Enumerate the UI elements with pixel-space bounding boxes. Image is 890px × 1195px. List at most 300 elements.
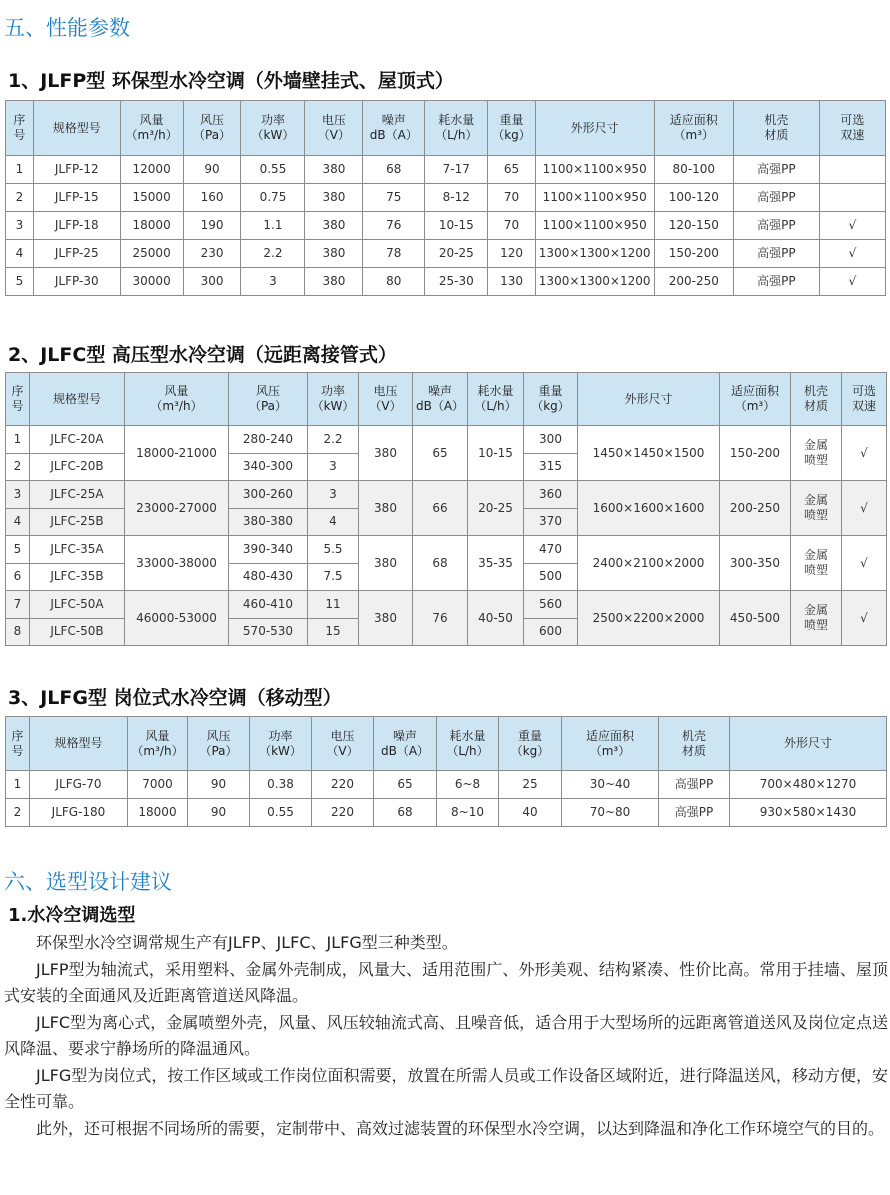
cell-voltage: 380 (359, 536, 413, 591)
header-no-line: 序 (11, 384, 24, 398)
cell-airflow: 18000 (120, 212, 183, 240)
cell-size: 2400×2100×2000 (578, 536, 720, 591)
cell-power: 0.75 (241, 184, 305, 212)
cell-model: JLFP-18 (33, 212, 120, 240)
header-airflow-line: （m³/h） (131, 743, 184, 758)
section6-subtitle: 1.水冷空调选型 (8, 905, 136, 926)
cell-speed: √ (842, 591, 887, 646)
table-row (6, 771, 887, 799)
cell-voltage: 380 (305, 184, 363, 212)
cell-airflow: 7000 (128, 771, 188, 799)
cell-no: 6 (6, 563, 30, 591)
paragraph: 此外，还可根据不同场所的需要，定制带中、高效过滤装置的环保型水冷空调，以达到降温和净化工作环境空气的目的。 (36, 1118, 885, 1138)
cell-no: 8 (6, 618, 30, 646)
table2-header-row (6, 373, 887, 426)
header-no-line: 号 (11, 743, 24, 758)
cell-area: 100-120 (654, 184, 734, 212)
header-weight (488, 101, 536, 156)
cell-no: 5 (6, 536, 30, 564)
header-no-line: 号 (11, 399, 24, 413)
cell-no: 1 (6, 426, 30, 454)
header-no-line: 号 (13, 128, 26, 142)
cell-weight: 130 (488, 268, 536, 296)
cell-power: 15 (308, 618, 359, 646)
header-area-line: 适应面积 (585, 728, 634, 743)
cell-voltage: 220 (312, 799, 374, 827)
cell-size: 1450×1450×1500 (578, 426, 720, 481)
header-pressure-line: 风压 (200, 113, 225, 127)
header-size (730, 717, 887, 771)
section6-title: 六、选型设计建议 (4, 870, 172, 894)
cell-pressure: 380-380 (229, 508, 308, 536)
header-area (720, 373, 791, 426)
cell-area: 70~80 (562, 799, 659, 827)
cell-casing: 高强PP (659, 799, 730, 827)
cell-water: 20-25 (425, 240, 488, 268)
cell-area: 200-250 (720, 481, 791, 536)
cell-speed: √ (842, 426, 887, 481)
cell-area: 300-350 (720, 536, 791, 591)
header-pressure (229, 373, 308, 426)
header-speed (842, 373, 887, 426)
cell-pressure: 230 (183, 240, 241, 268)
header-pressure-line: （Pa） (199, 743, 238, 758)
table3 (5, 716, 887, 827)
cell-weight: 25 (499, 771, 562, 799)
cell-noise: 76 (363, 212, 425, 240)
cell-casing-line: 金属 (803, 438, 828, 452)
header-no-line: 序 (11, 728, 24, 743)
cell-noise: 75 (363, 184, 425, 212)
cell-pressure: 280-240 (229, 426, 308, 454)
cell-casing: 高强PP (734, 212, 820, 240)
header-water-line: （L/h） (435, 128, 478, 142)
table-row (6, 426, 887, 454)
cell-pressure: 390-340 (229, 536, 308, 564)
cell-model: JLFG-180 (30, 799, 128, 827)
cell-casing (791, 481, 842, 536)
cell-area: 200-250 (654, 268, 734, 296)
table3-header-row (6, 717, 887, 771)
header-speed-line: 可选 (840, 113, 865, 127)
cell-water: 8~10 (437, 799, 499, 827)
cell-water: 25-30 (425, 268, 488, 296)
header-power-line: （kW） (251, 128, 295, 142)
table-row (6, 184, 886, 212)
cell-casing-line: 喷塑 (803, 453, 828, 467)
header-speed-line: 双速 (851, 399, 876, 413)
cell-model: JLFC-20B (30, 453, 125, 481)
cell-weight: 65 (488, 156, 536, 184)
header-noise (363, 101, 425, 156)
cell-pressure: 90 (183, 156, 241, 184)
cell-model: JLFC-25A (30, 481, 125, 509)
header-size (535, 101, 654, 156)
header-weight-line: （kg） (531, 399, 570, 413)
header-model (30, 717, 128, 771)
cell-pressure: 90 (188, 771, 250, 799)
cell-pressure: 300 (183, 268, 241, 296)
header-pressure-line: （Pa） (248, 399, 288, 413)
cell-pressure: 340-300 (229, 453, 308, 481)
cell-airflow: 23000-27000 (125, 481, 229, 536)
cell-voltage: 380 (305, 240, 363, 268)
cell-no: 2 (6, 799, 30, 827)
header-area-line: 适应面积 (730, 384, 779, 398)
cell-airflow: 15000 (120, 184, 183, 212)
header-pressure-line: 风压 (206, 728, 231, 743)
cell-water: 6~8 (437, 771, 499, 799)
cell-no: 1 (6, 771, 30, 799)
cell-model: JLFP-15 (33, 184, 120, 212)
cell-model: JLFP-30 (33, 268, 120, 296)
cell-water: 7-17 (425, 156, 488, 184)
header-size (578, 373, 720, 426)
header-area-line: （m³） (673, 128, 715, 142)
header-airflow (120, 101, 183, 156)
header-noise-line: dB（A） (415, 399, 465, 413)
header-pressure (188, 717, 250, 771)
header-noise-line: dB（A） (380, 743, 430, 758)
header-power-line: 功率 (320, 384, 345, 398)
cell-weight: 360 (524, 481, 578, 509)
cell-weight: 600 (524, 618, 578, 646)
header-speed-line: 可选 (851, 384, 876, 398)
cell-casing-line: 金属 (803, 603, 828, 617)
cell-casing (791, 536, 842, 591)
header-power-line: 功率 (260, 113, 285, 127)
header-casing-line: 材质 (764, 128, 789, 142)
table-row (6, 481, 887, 509)
cell-casing: 高强PP (734, 156, 820, 184)
header-no-line: 序 (13, 113, 26, 127)
header-casing-line: 机壳 (803, 384, 828, 398)
cell-size: 700×480×1270 (730, 771, 887, 799)
header-airflow-line: （m³/h） (125, 128, 178, 142)
cell-weight: 370 (524, 508, 578, 536)
cell-power: 0.38 (250, 771, 312, 799)
header-area-line: （m³） (589, 743, 631, 758)
header-weight-line: （kg） (510, 743, 550, 758)
cell-voltage: 380 (305, 268, 363, 296)
cell-weight: 500 (524, 563, 578, 591)
cell-pressure: 480-430 (229, 563, 308, 591)
header-weight (499, 717, 562, 771)
header-pressure (183, 101, 241, 156)
header-model (30, 373, 125, 426)
cell-casing: 高强PP (734, 184, 820, 212)
cell-speed: √ (819, 240, 885, 268)
table-row (6, 268, 886, 296)
header-pressure-line: （Pa） (193, 128, 232, 142)
table-row (6, 240, 886, 268)
cell-model: JLFC-35B (30, 563, 125, 591)
cell-no: 7 (6, 591, 30, 619)
cell-model: JLFC-25B (30, 508, 125, 536)
header-area-line: （m³） (734, 399, 776, 413)
header-voltage (359, 373, 413, 426)
cell-weight: 70 (488, 184, 536, 212)
header-area-line: 适应面积 (669, 113, 718, 127)
cell-voltage: 380 (359, 426, 413, 481)
cell-speed: √ (819, 212, 885, 240)
cell-model: JLFC-35A (30, 536, 125, 564)
cell-pressure: 90 (188, 799, 250, 827)
header-water-line: 耗水量 (449, 728, 486, 743)
cell-water: 10-15 (425, 212, 488, 240)
cell-power: 2.2 (241, 240, 305, 268)
cell-airflow: 30000 (120, 268, 183, 296)
cell-pressure: 160 (183, 184, 241, 212)
header-no (6, 373, 30, 426)
header-casing (659, 717, 730, 771)
cell-speed (819, 156, 885, 184)
header-noise-line: 噪声 (392, 728, 417, 743)
cell-size: 1100×1100×950 (535, 184, 654, 212)
cell-size: 1300×1300×1200 (535, 268, 654, 296)
header-water-line: （L/h） (474, 399, 517, 413)
cell-model: JLFC-50B (30, 618, 125, 646)
header-water (437, 717, 499, 771)
table1-header-row (6, 101, 886, 156)
cell-casing-line: 金属 (803, 548, 828, 562)
cell-no: 2 (6, 184, 34, 212)
cell-weight: 315 (524, 453, 578, 481)
header-voltage-line: （V） (326, 743, 359, 758)
cell-casing (791, 591, 842, 646)
cell-speed: √ (842, 536, 887, 591)
header-water-line: （L/h） (446, 743, 489, 758)
cell-airflow: 18000-21000 (125, 426, 229, 481)
cell-weight: 70 (488, 212, 536, 240)
cell-airflow: 33000-38000 (125, 536, 229, 591)
cell-power: 5.5 (308, 536, 359, 564)
cell-noise: 68 (413, 536, 468, 591)
cell-noise: 78 (363, 240, 425, 268)
header-voltage-line: （V） (369, 399, 402, 413)
header-airflow-line: 风量 (139, 113, 164, 127)
cell-power: 1.1 (241, 212, 305, 240)
header-weight-line: 重量 (517, 728, 542, 743)
cell-noise: 68 (363, 156, 425, 184)
header-voltage-line: （V） (317, 128, 350, 142)
cell-area: 120-150 (654, 212, 734, 240)
cell-power: 4 (308, 508, 359, 536)
table-row (6, 799, 887, 827)
table2 (5, 372, 887, 646)
header-water (425, 101, 488, 156)
cell-no: 4 (6, 508, 30, 536)
cell-water: 35-35 (468, 536, 524, 591)
cell-area: 450-500 (720, 591, 791, 646)
cell-model: JLFP-25 (33, 240, 120, 268)
header-size-line: 外形尺寸 (783, 736, 832, 750)
cell-weight: 120 (488, 240, 536, 268)
cell-no: 3 (6, 212, 34, 240)
header-power-line: （kW） (259, 743, 302, 758)
header-casing-line: 机壳 (681, 728, 706, 743)
header-power-line: 功率 (268, 728, 293, 743)
cell-area: 30~40 (562, 771, 659, 799)
cell-weight: 300 (524, 426, 578, 454)
header-speed-line: 双速 (840, 128, 865, 142)
header-noise-line: dB（A） (369, 128, 418, 142)
cell-airflow: 25000 (120, 240, 183, 268)
header-noise (413, 373, 468, 426)
cell-power: 11 (308, 591, 359, 619)
header-area (562, 717, 659, 771)
header-power (308, 373, 359, 426)
table1 (5, 100, 886, 296)
cell-casing-line: 喷塑 (803, 563, 828, 577)
header-area (654, 101, 734, 156)
header-model-line: 规格型号 (52, 391, 101, 406)
header-voltage (305, 101, 363, 156)
cell-voltage: 380 (359, 481, 413, 536)
cell-casing-line: 金属 (803, 493, 828, 507)
cell-airflow: 46000-53000 (125, 591, 229, 646)
cell-water: 8-12 (425, 184, 488, 212)
table3-title: 3、JLFG型 岗位式水冷空调（移动型） (8, 687, 342, 709)
cell-voltage: 380 (359, 591, 413, 646)
header-size-line: 外形尺寸 (570, 120, 619, 135)
cell-model: JLFP-12 (33, 156, 120, 184)
cell-noise: 80 (363, 268, 425, 296)
cell-noise: 66 (413, 481, 468, 536)
table-row (6, 156, 886, 184)
cell-speed: √ (842, 481, 887, 536)
cell-voltage: 220 (312, 771, 374, 799)
cell-water: 40-50 (468, 591, 524, 646)
cell-power: 3 (241, 268, 305, 296)
table1-title: 1、JLFP型 环保型水冷空调（外墙壁挂式、屋顶式） (8, 70, 454, 92)
cell-casing: 高强PP (659, 771, 730, 799)
header-water (468, 373, 524, 426)
header-weight (524, 373, 578, 426)
cell-weight: 40 (499, 799, 562, 827)
cell-pressure: 190 (183, 212, 241, 240)
cell-casing (791, 426, 842, 481)
cell-no: 1 (6, 156, 34, 184)
header-model-line: 规格型号 (52, 120, 101, 135)
header-power (241, 101, 305, 156)
cell-weight: 470 (524, 536, 578, 564)
cell-size: 2500×2200×2000 (578, 591, 720, 646)
cell-noise: 76 (413, 591, 468, 646)
cell-noise: 65 (413, 426, 468, 481)
header-no (6, 101, 34, 156)
cell-noise: 65 (374, 771, 437, 799)
header-airflow-line: 风量 (145, 728, 170, 743)
cell-size: 1100×1100×950 (535, 156, 654, 184)
header-casing (791, 373, 842, 426)
cell-power: 3 (308, 453, 359, 481)
cell-water: 20-25 (468, 481, 524, 536)
header-airflow-line: 风量 (164, 384, 189, 398)
cell-casing-line: 喷塑 (803, 618, 828, 632)
header-voltage-line: 电压 (373, 384, 398, 398)
cell-no: 2 (6, 453, 30, 481)
cell-voltage: 380 (305, 212, 363, 240)
header-water-line: 耗水量 (477, 384, 514, 398)
cell-voltage: 380 (305, 156, 363, 184)
cell-no: 5 (6, 268, 34, 296)
cell-area: 150-200 (720, 426, 791, 481)
cell-airflow: 12000 (120, 156, 183, 184)
paragraph: 环保型水冷空调常规生产有JLFP、JLFC、JLFG型三种类型。 (36, 933, 458, 952)
header-noise-line: 噪声 (427, 384, 452, 398)
header-weight-line: 重量 (499, 113, 524, 127)
header-model (33, 101, 120, 156)
header-weight-line: （kg） (492, 128, 531, 142)
cell-noise: 68 (374, 799, 437, 827)
cell-power: 7.5 (308, 563, 359, 591)
cell-power: 2.2 (308, 426, 359, 454)
table-row (6, 591, 887, 619)
cell-pressure: 460-410 (229, 591, 308, 619)
paragraph: JLFC型为离心式，金属喷塑外壳，风量、风压较轴流式高、且噪音低，适合用于大型场所的远距离管道送风及岗位定点送风降温、要求宁静场所的降温通风。 (4, 1012, 888, 1058)
section5-title: 五、性能参数 (4, 16, 130, 40)
cell-casing-line: 喷塑 (803, 508, 828, 522)
header-voltage (312, 717, 374, 771)
header-pressure-line: 风压 (255, 384, 280, 398)
cell-model: JLFC-50A (30, 591, 125, 619)
table2-title: 2、JLFC型 高压型水冷空调（远距离接管式） (8, 344, 397, 366)
cell-size: 930×580×1430 (730, 799, 887, 827)
header-power-line: （kW） (311, 399, 355, 413)
header-airflow (128, 717, 188, 771)
cell-area: 150-200 (654, 240, 734, 268)
header-speed (819, 101, 885, 156)
header-size-line: 外形尺寸 (624, 391, 673, 406)
cell-size: 1300×1300×1200 (535, 240, 654, 268)
paragraph: JLFP型为轴流式，采用塑料、金属外壳制成，风量大、适用范围广、外形美观、结构紧凑、性价比高。常用于挂墙、屋顶式安装的全面通风及近距离管道送风降温。 (4, 959, 888, 1005)
cell-power: 0.55 (250, 799, 312, 827)
selection-advice-text (4, 930, 888, 1142)
cell-no: 3 (6, 481, 30, 509)
cell-no: 4 (6, 240, 34, 268)
cell-casing: 高强PP (734, 240, 820, 268)
table-row (6, 212, 886, 240)
header-voltage-line: 电压 (330, 728, 355, 743)
header-weight-line: 重量 (538, 384, 563, 398)
header-noise-line: 噪声 (381, 113, 406, 127)
header-power (250, 717, 312, 771)
cell-speed: √ (819, 268, 885, 296)
header-water-line: 耗水量 (438, 113, 475, 127)
cell-model: JLFG-70 (30, 771, 128, 799)
header-casing (734, 101, 820, 156)
cell-power: 3 (308, 481, 359, 509)
header-casing-line: 材质 (681, 743, 706, 758)
cell-speed (819, 184, 885, 212)
cell-area: 80-100 (654, 156, 734, 184)
header-model-line: 规格型号 (54, 736, 103, 750)
header-airflow-line: （m³/h） (150, 399, 203, 413)
cell-pressure: 300-260 (229, 481, 308, 509)
cell-power: 0.55 (241, 156, 305, 184)
table-row (6, 536, 887, 564)
header-voltage-line: 电压 (321, 113, 346, 127)
paragraph: JLFG型为岗位式，按工作区域或工作岗位面积需要，放置在所需人员或工作设备区域附近，进行降温送风，移动方便，安全性可靠。 (4, 1065, 888, 1111)
cell-water: 10-15 (468, 426, 524, 481)
cell-weight: 560 (524, 591, 578, 619)
cell-model: JLFC-20A (30, 426, 125, 454)
header-casing-line: 机壳 (764, 113, 789, 127)
cell-pressure: 570-530 (229, 618, 308, 646)
cell-casing: 高强PP (734, 268, 820, 296)
header-no (6, 717, 30, 771)
